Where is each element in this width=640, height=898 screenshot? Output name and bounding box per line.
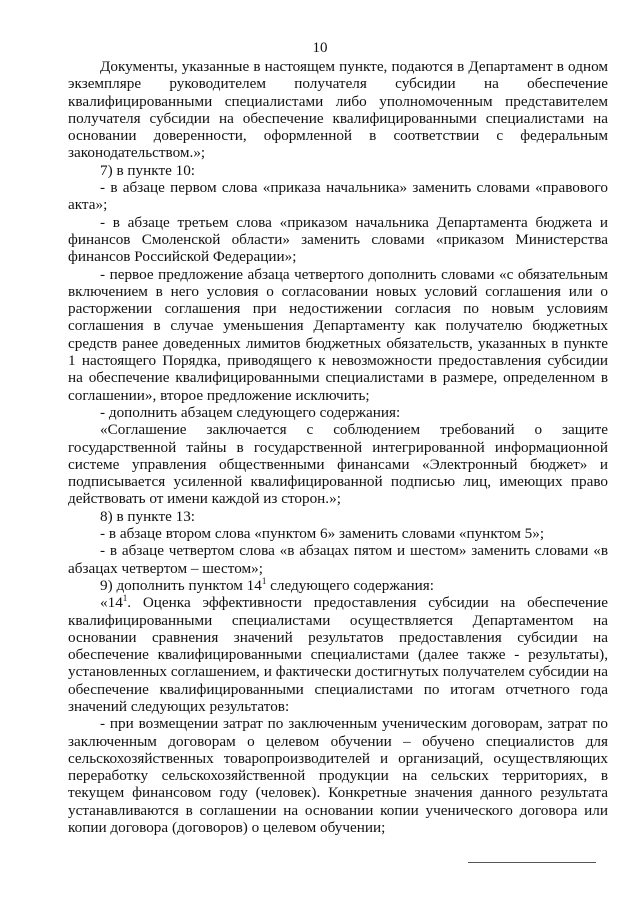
paragraph-item-8-heading: 8) в пункте 13: bbox=[100, 507, 196, 525]
clause-14-1-text: . Оценка эффективности предоставления субсидии на обеспечение квалифицированными специалистами осуществляется Департаментом на основании сравнения значений результатов предоставления субсидии на обеспечение квалифицированными специалистами (далее также - результаты), установленных соглашением, и фактически достигнутых получателем субсидии на обеспечение квалифицированными специалистами по итогам отчетного года значений следующих результатов: bbox=[68, 594, 608, 715]
paragraph-item-8-fourth-amendment: - в абзаце четвертом слова «в абзацах пятом и шестом» заменить словами «в абзацах четвертом – шестом»; bbox=[68, 542, 608, 577]
paragraph-item-7-third-amendment: - в абзаце третьем слова «приказом начальника Департамента бюджета и финансов Смоленской области» заменить словами «приказом Министерства финансов Российской Федерации»; bbox=[68, 213, 608, 266]
paragraph-documents-submission: Документы, указанные в настоящем пункте, подаются в Департамент в одном экземпляре руководителем получателя субсидии на обеспечение квалифицированными специалистами либо уполномоченным представителем получателя субсидии на обеспечение квалифицированными специалистами на основании доверенности, оформленной в соответствии с федеральным законодательством.»; bbox=[68, 58, 608, 162]
paragraph-item-9-heading bbox=[68, 577, 608, 594]
document-body bbox=[68, 58, 608, 836]
clause-14-1-number: «14 bbox=[100, 594, 123, 612]
paragraph-item-7-add-clause: - дополнить абзацем следующего содержания: bbox=[100, 403, 401, 421]
paragraph-agreement-clause: «Соглашение заключается с соблюдением требований о защите государственной тайны в государственной интегрированной информационной системе управления общественными финансами «Электронный бюджет» и подписывается усиленной квалифицированной подписью лиц, имеющих право действовать от имени каждой из сторон.»; bbox=[68, 421, 608, 508]
paragraph-item-8-second-amendment: - в абзаце втором слова «пунктом 6» заменить словами «пунктом 5»; bbox=[100, 525, 545, 543]
paragraph-item-7-first-amendment: - в абзаце первом слова «приказа начальника» заменить словами «правового акта»; bbox=[68, 179, 608, 214]
paragraph-item-7-fourth-amendment: - первое предложение абзаца четвертого дополнить словами «с обязательным включением в него условия о согласовании новых условий соглашения или о расторжении соглашения при недостижении согласия по новым условиям соглашения в случае уменьшения Департаменту как получателю бюджетных средств ранее доведенных лимитов бюджетных обязательств, указанных в пункте 1 настоящего Порядка, приводящего к невозможности предоставления субсидии на обеспечение квалифицированными специалистами в размере, определенном в соглашении», второе предложение исключить; bbox=[68, 265, 608, 404]
item-9-superscript: 1 bbox=[261, 575, 267, 586]
paragraph-efficiency-assessment bbox=[68, 594, 608, 715]
page-number: 10 bbox=[312, 40, 328, 56]
item-9-text-end: следующего содержания: bbox=[266, 576, 435, 594]
clause-14-1-superscript: 1 bbox=[122, 593, 128, 604]
item-9-text-start: 9) дополнить пунктом 14 bbox=[100, 576, 262, 594]
paragraph-item-7-heading: 7) в пункте 10: bbox=[100, 161, 196, 179]
bottom-rule bbox=[468, 862, 596, 863]
paragraph-cost-reimbursement: - при возмещении затрат по заключенным ученическим договорам, затрат по заключенным договорам о целевом обучении – обучено специалистов для сельскохозяйственных товаропроизводителей и организаций, осуществляющих переработку сельскохозяйственной продукции на сельских территориях, в текущем финансовом году (человек). Конкретные значения данного результата устанавливаются в соглашении на основании копии ученического договора или копии договора (договоров) о целевом обучении; bbox=[68, 715, 608, 837]
